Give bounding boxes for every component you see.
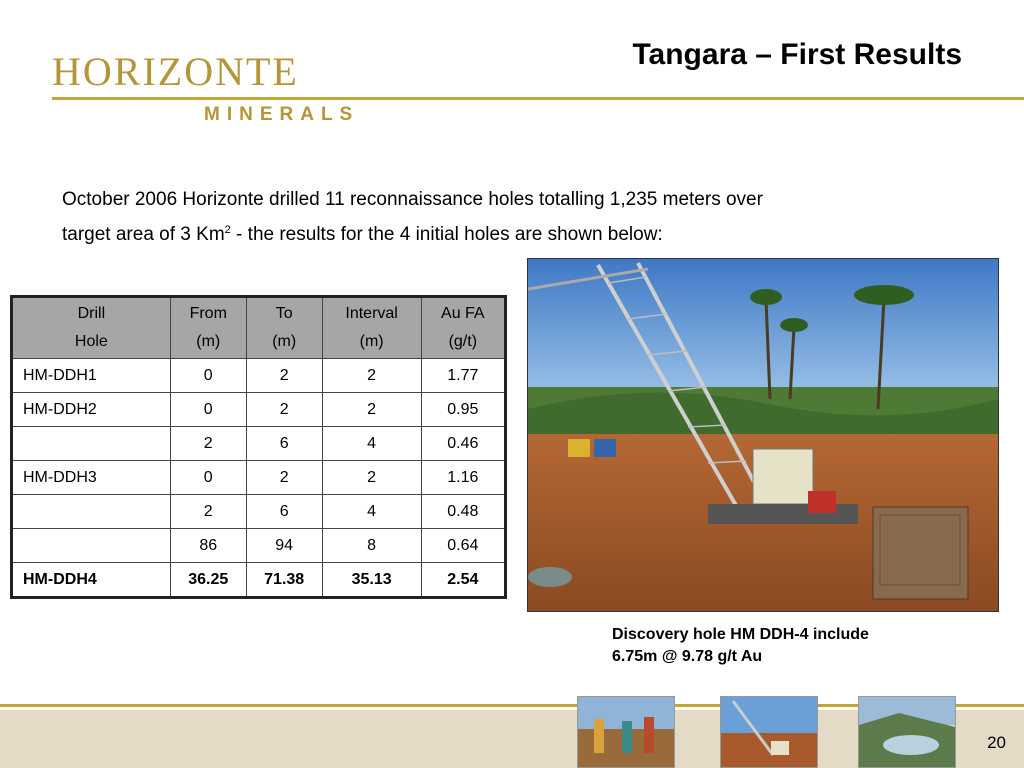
cell-hole <box>12 495 171 529</box>
table-row <box>12 529 506 563</box>
header-divider <box>52 97 1024 100</box>
logo-wordmark: HORIZONTE <box>52 49 299 94</box>
header-au-fa: Au FA (g/t) <box>421 297 505 359</box>
logo-subtitle: MINERALS <box>204 104 360 125</box>
cell-from: 0 <box>170 359 246 393</box>
cell-hole: HM-DDH1 <box>12 359 171 393</box>
company-logo <box>52 42 372 130</box>
table-row <box>12 359 506 393</box>
header-from: From (m) <box>170 297 246 359</box>
table-row-highlight <box>12 563 506 598</box>
cell-from: 2 <box>170 427 246 461</box>
cell-from: 0 <box>170 393 246 427</box>
intro-line-1: October 2006 Horizonte drilled 11 reconnaissance holes totalling 1,235 meters over <box>62 189 763 210</box>
cell-to: 6 <box>246 495 322 529</box>
cell-to: 2 <box>246 393 322 427</box>
drill-rig-photo <box>527 258 999 612</box>
intro-text <box>62 184 942 250</box>
cell-au: 2.54 <box>421 563 505 598</box>
page-title: Tangara – First Results <box>632 38 962 71</box>
cell-interval: 2 <box>322 461 421 495</box>
cell-hole: HM-DDH4 <box>12 563 171 598</box>
cell-au: 0.95 <box>421 393 505 427</box>
cell-to: 6 <box>246 427 322 461</box>
caption-line-2: 6.75m @ 9.78 g/t Au <box>612 648 763 665</box>
cell-from: 86 <box>170 529 246 563</box>
cell-hole <box>12 427 171 461</box>
cell-hole: HM-DDH2 <box>12 393 171 427</box>
header-interval: Interval (m) <box>322 297 421 359</box>
cell-interval: 35.13 <box>322 563 421 598</box>
cell-hole: HM-DDH3 <box>12 461 171 495</box>
intro-line-2-rest: - the results for the 4 initial holes are shown below: <box>230 224 663 245</box>
cell-to: 2 <box>246 461 322 495</box>
cell-interval: 2 <box>322 359 421 393</box>
cell-interval: 4 <box>322 427 421 461</box>
cell-hole <box>12 529 171 563</box>
page-number: 20 <box>987 733 1006 752</box>
header-to: To (m) <box>246 297 322 359</box>
table-header-row <box>12 297 506 359</box>
cell-to: 2 <box>246 359 322 393</box>
cell-au: 1.16 <box>421 461 505 495</box>
table-row <box>12 427 506 461</box>
cell-from: 36.25 <box>170 563 246 598</box>
photo-caption <box>612 624 972 668</box>
cell-au: 0.64 <box>421 529 505 563</box>
caption-line-1: Discovery hole HM DDH-4 include <box>612 626 869 643</box>
cell-from: 0 <box>170 461 246 495</box>
cell-au: 0.46 <box>421 427 505 461</box>
table-row <box>12 461 506 495</box>
cell-to: 94 <box>246 529 322 563</box>
cell-to: 71.38 <box>246 563 322 598</box>
cell-interval: 2 <box>322 393 421 427</box>
footer-thumbnail-rig <box>720 696 818 768</box>
intro-line-2-text: target area of 3 Km <box>62 224 225 245</box>
cell-from: 2 <box>170 495 246 529</box>
header-drill-hole: Drill Hole <box>12 297 171 359</box>
table-row <box>12 495 506 529</box>
cell-au: 1.77 <box>421 359 505 393</box>
superscript: 2 <box>224 224 231 236</box>
footer-thumbnail-workers <box>577 696 675 768</box>
drill-results-table <box>10 295 507 599</box>
cell-interval: 8 <box>322 529 421 563</box>
cell-au: 0.48 <box>421 495 505 529</box>
cell-interval: 4 <box>322 495 421 529</box>
table-row <box>12 393 506 427</box>
intro-line-2 <box>62 215 942 250</box>
footer-thumbnail-landscape <box>858 696 956 768</box>
